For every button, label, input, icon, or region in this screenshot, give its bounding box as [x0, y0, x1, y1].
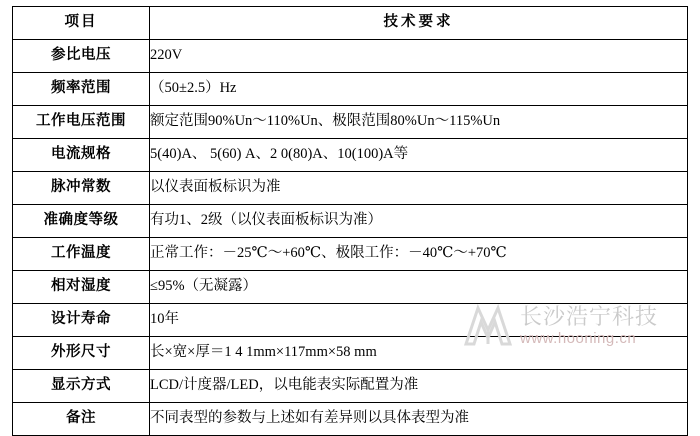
- table-row: [13, 337, 688, 370]
- row-label: 工作温度: [13, 238, 150, 271]
- row-value: 额定范围90%Un～110%Un、极限范围80%Un～115%Un: [150, 106, 688, 139]
- table-row: [13, 40, 688, 73]
- row-value: （50±2.5）Hz: [150, 73, 688, 106]
- row-value: 以仪表面板标识为准: [150, 172, 688, 205]
- row-value: ≤95%（无凝露）: [150, 271, 688, 304]
- row-value: 有功1、2级（以仪表面板标识为准）: [150, 205, 688, 238]
- row-label: 备注: [13, 403, 150, 436]
- table-body: [13, 7, 688, 436]
- watermark-text-cn: 长沙浩宁科技: [520, 304, 659, 329]
- table-row: [13, 370, 688, 403]
- header-cell-requirement: 技术要求: [150, 7, 688, 40]
- row-value: 正常工作：－25℃～+60℃、极限工作：－40℃～+70℃: [150, 238, 688, 271]
- row-label: 相对湿度: [13, 271, 150, 304]
- row-value: 220V: [150, 40, 688, 73]
- row-value: 不同表型的参数与上述如有差异则以具体表型为准: [150, 403, 688, 436]
- table-row: [13, 139, 688, 172]
- row-value: 长×宽×厚＝1 4 1mm×117mm×58 mm: [150, 337, 688, 370]
- row-value: LCD/计度器/LED，以电能表实际配置为准: [150, 370, 688, 403]
- table-row: [13, 73, 688, 106]
- row-label: 参比电压: [13, 40, 150, 73]
- table-row: [13, 238, 688, 271]
- row-label: 频率范围: [13, 73, 150, 106]
- table-row: [13, 271, 688, 304]
- table-row: [13, 106, 688, 139]
- row-label: 设计寿命: [13, 304, 150, 337]
- row-label: 准确度等级: [13, 205, 150, 238]
- row-value: 5(40)A、 5(60) A、2 0(80)A、10(100)A等: [150, 139, 688, 172]
- table-row: [13, 304, 688, 337]
- table-row: [13, 403, 688, 436]
- row-label: 显示方式: [13, 370, 150, 403]
- row-label: 工作电压范围: [13, 106, 150, 139]
- table-row: [13, 205, 688, 238]
- row-value: 10年: [150, 304, 688, 337]
- table-header-row: [13, 7, 688, 40]
- row-label: 外形尺寸: [13, 337, 150, 370]
- table-row: [13, 172, 688, 205]
- row-label: 脉冲常数: [13, 172, 150, 205]
- specifications-table: [12, 6, 688, 436]
- row-label: 电流规格: [13, 139, 150, 172]
- header-cell-item: 项目: [13, 7, 150, 40]
- watermark-text-en: www.hooning.cn: [520, 330, 637, 347]
